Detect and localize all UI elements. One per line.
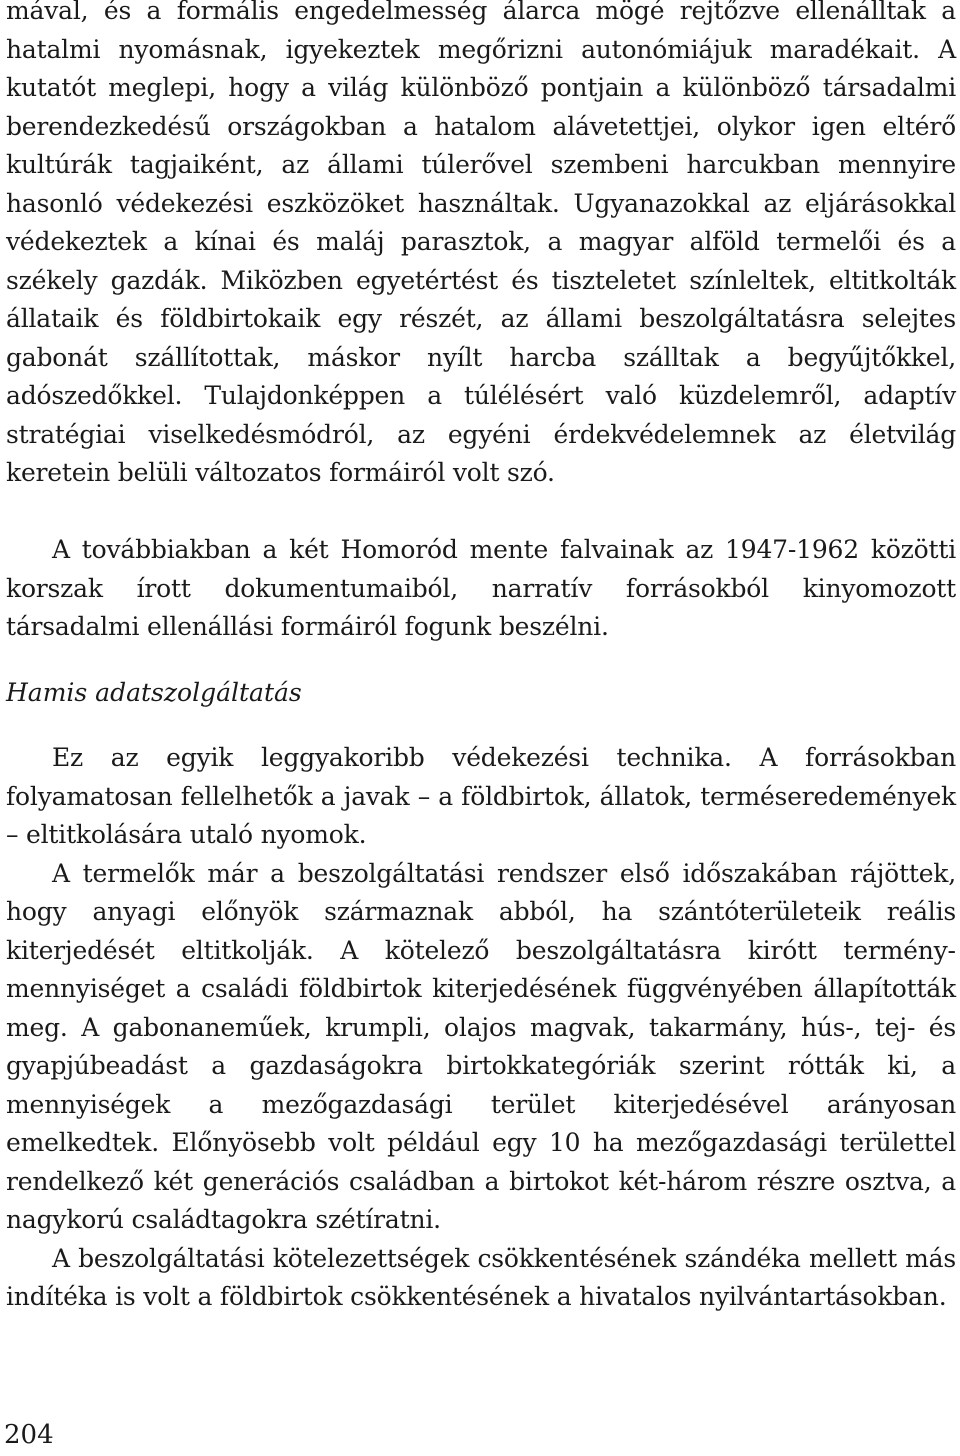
section-heading: Hamis adatszolgáltatás — [6, 678, 302, 707]
body-text-intro — [6, 531, 956, 647]
paragraph-continued: mával, és a formális engedelmesség álarca mögé rejtőzve ellenálltak a hatalmi nyomásnak, igyekeztek megőrizni autonómiájuk maradékait. A kutatót meglepi, hogy a világ különböző pontjain a különböző társadalmi berendezkedésű országokban a hatalom alávetettjei, olykor igen eltérő kultúrák tagjaiként, az állami túlerővel szembeni harcukban mennyire hasonló védekezési eszközöket használtak. Ugyanazokkal az eljárásokkal védekeztek a kínai és maláj parasztok, a magyar alföld termelői és a székely gazdák. Miközben egyetértést és tiszteletet színleltek, eltitkolták állataik és földbirtokaik egy részét, az állami beszolgáltatásra selejtes gabonát szállítottak, máskor nyílt harcba szálltak a begyűjtőkkel, adószedőkkel. Tulajdonképpen a túlélésért való küzdelemről, adaptív stratégiai viselkedésmódról, az egyéni érdekvédelemnek az életvilág keretein belüli változatos formáiról volt szó. — [6, 0, 956, 487]
body-text-section — [6, 739, 956, 1317]
page-number: 204 — [4, 1420, 54, 1450]
paragraph: Ez az egyik leggyakoribb védekezési technika. A forrásokban folyamatosan fellelhetők a javak – a földbirtok, állatok, terméseredemények – eltitkolására utaló nyomok. — [6, 743, 956, 849]
paragraph-intro: A továbbiakban a két Homoród mente falvainak az 1947-1962 közötti korszak írott dokumentumaiból, narratív forrásokból kinyomozott társadalmi ellenállási formáiról fogunk beszélni. — [6, 535, 956, 641]
paragraph: A termelők már a beszolgáltatási rendszer első időszakában rájöttek, hogy anyagi előnyök származnak abból, ha szántóterületeik reális kiterjedését eltitkolják. A kötelező beszolgáltatásra kirótt terménymennyiséget a családi földbirtok kiterjedésének függvényében állapították meg. A gabonaneműek, krumpli, olajos magvak, takarmány, hús-, tej- és gyapjúbeadást a gazdaságokra birtokkategóriák szerint rótták ki, a mennyiségek a mezőgazdasági terület kiterjedésével arányosan emelkedtek. Előnyösebb volt például egy 10 ha mezőgazdasági területtel rendelkező két generációs családban a birtokot két-három részre osztva, a nagykorú családtagokra szétíratni. — [6, 858, 956, 1234]
body-text-top — [6, 0, 956, 493]
paragraph: A beszolgáltatási kötelezettségek csökkentésének szándéka mellett más indítéka is volt a földbirtok csökkentésének a hivatalos nyilvántartásokban. — [6, 1243, 956, 1311]
